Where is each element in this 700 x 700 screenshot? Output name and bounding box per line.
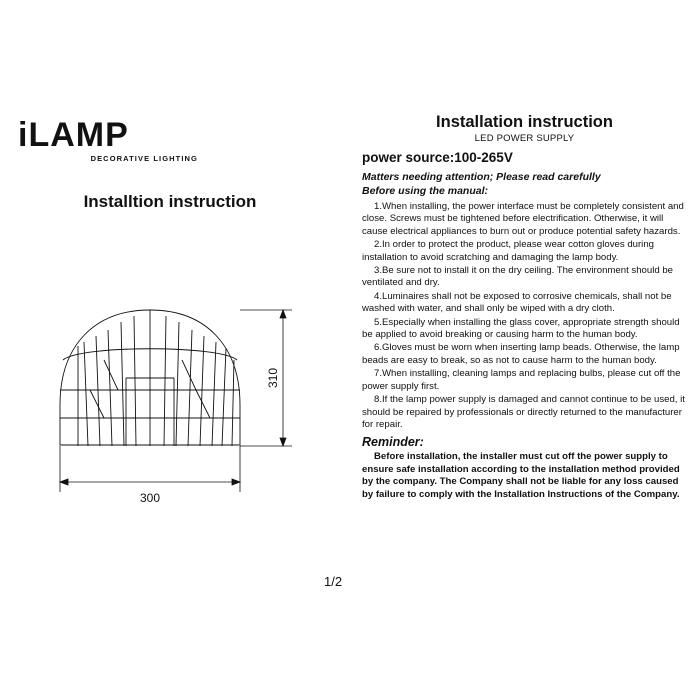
list-item: 5.Especially when installing the glass cover, appropriate strength should be applied to avoid breaking or causing harm to the human body.	[362, 316, 680, 341]
list-item: 4.Luminaires shall not be exposed to corrosive chemicals, shall not be washed with water, and shall only be wiped with a dry cloth.	[362, 290, 672, 315]
list-item: 2.In order to protect the product, please wear cotton gloves during installation to avoid scratching and damaging the lamp body.	[362, 239, 654, 263]
instruction-subtitle: LED POWER SUPPLY	[474, 133, 575, 144]
attention-line-1: Matters needing attention; Please read carefully	[362, 171, 601, 183]
brand-tagline: DECORATIVE LIGHTING	[90, 154, 198, 163]
left-column	[0, 110, 340, 530]
left-page-title: Installtion instruction	[83, 192, 257, 211]
right-column	[362, 112, 687, 501]
reminder-heading: Reminder:	[362, 435, 424, 450]
list-item: 3.Be sure not to install it on the dry ceiling. The environment should be ventilated and dry.	[362, 265, 674, 289]
list-item: 6.Gloves must be worn when inserting lamp beads. Otherwise, the lamp beads are easy to break, so as not to cause harm to the human body.	[362, 342, 680, 366]
wall-sconce-icon	[0, 250, 340, 520]
attention-line-2: Before using the manual:	[362, 184, 489, 197]
list-item: 1.When installing, the power interface must be completely consistent and close. Screws must be tightened before electrification. Otherwise, it will cause electrical appliances to burn out or produce potential safety hazards.	[362, 201, 684, 237]
height-dimension-label: 310	[266, 367, 280, 389]
reminder-body: Before installation, the installer must cut off the power supply to ensure safe installation according to the installation method provided by the company. The Company shall not be liable for any loss caused by failure to comply with the Installation Instructions of the Company.	[362, 451, 680, 500]
brand-logo	[18, 118, 198, 168]
width-dimension-label: 300	[139, 491, 161, 505]
product-dimension-drawing	[0, 250, 340, 520]
page-number: 1/2	[324, 574, 343, 589]
list-item: 8.If the lamp power supply is damaged and cannot continue to be used, it should be repaired by professionals or directly returned to the manufacturer for repair.	[362, 394, 685, 430]
brand-name: iLAMP	[18, 116, 129, 154]
power-source-spec: power source:100-265V	[362, 150, 513, 165]
instruction-title: Installation instruction	[436, 113, 613, 131]
instruction-list	[362, 201, 687, 431]
list-item: 7.When installing, cleaning lamps and replacing bulbs, please cut off the power supply first.	[362, 368, 681, 392]
